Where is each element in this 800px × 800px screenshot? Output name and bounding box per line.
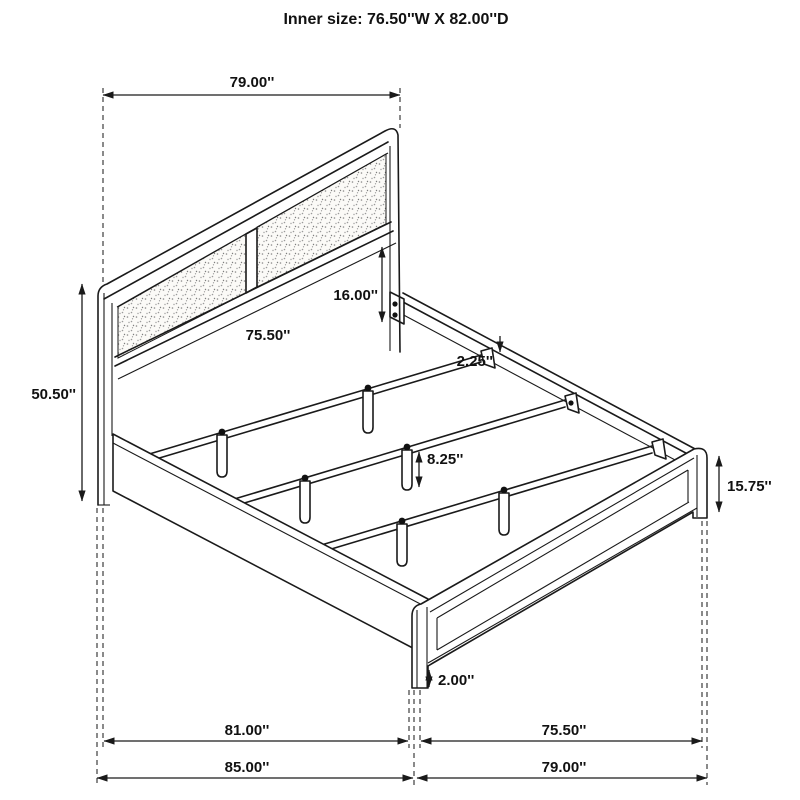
dimension-headboard-height	[31, 284, 82, 501]
dim-label-overall-depth: 85.00''	[224, 759, 270, 776]
dimension-headboard-clearance	[333, 247, 382, 322]
front-side-rail	[113, 434, 428, 656]
dimension-rail-length	[104, 722, 408, 741]
dim-label-headboard-clearance: 16.00''	[333, 287, 378, 304]
rail-bracket	[390, 292, 404, 324]
dim-label-panel-width: 75.50''	[245, 327, 291, 344]
dim-label-headboard-height: 50.50''	[31, 386, 76, 403]
dimension-footboard-width	[417, 759, 707, 778]
dimension-footboard-height	[719, 456, 772, 512]
slat-leg	[217, 435, 227, 477]
slat-hook	[652, 439, 666, 459]
dim-label-leg-height: 8.25''	[427, 451, 464, 468]
dim-label-footboard-width: 79.00''	[541, 759, 587, 776]
slat-leg	[363, 391, 373, 433]
dim-label-footboard-height: 15.75''	[727, 478, 772, 495]
slat-leg	[397, 524, 407, 566]
dimension-footboard-inner-width	[421, 722, 702, 741]
dim-label-footboard-clearance: 2.00''	[438, 672, 475, 689]
dim-label-footboard-inner-width: 75.50''	[541, 722, 587, 739]
headboard	[98, 129, 400, 505]
slat-leg	[402, 450, 412, 490]
dim-label-top-width: 79.00''	[229, 74, 275, 91]
headboard-panel-divider	[246, 228, 257, 293]
dim-label-rail-length: 81.00''	[224, 722, 270, 739]
dimension-leg-height	[419, 451, 463, 487]
footboard	[412, 448, 707, 688]
diagram-title: Inner size: 76.50''W X 82.00''D	[283, 11, 509, 28]
slat-leg	[300, 481, 310, 523]
dimension-footboard-clearance	[429, 670, 474, 689]
back-side-rail	[390, 292, 697, 469]
headboard-panel-right	[257, 154, 386, 287]
dimension-overall-depth	[97, 759, 413, 778]
slat-leg	[499, 493, 509, 535]
dim-label-slat-thickness: 2.25''	[456, 353, 493, 370]
